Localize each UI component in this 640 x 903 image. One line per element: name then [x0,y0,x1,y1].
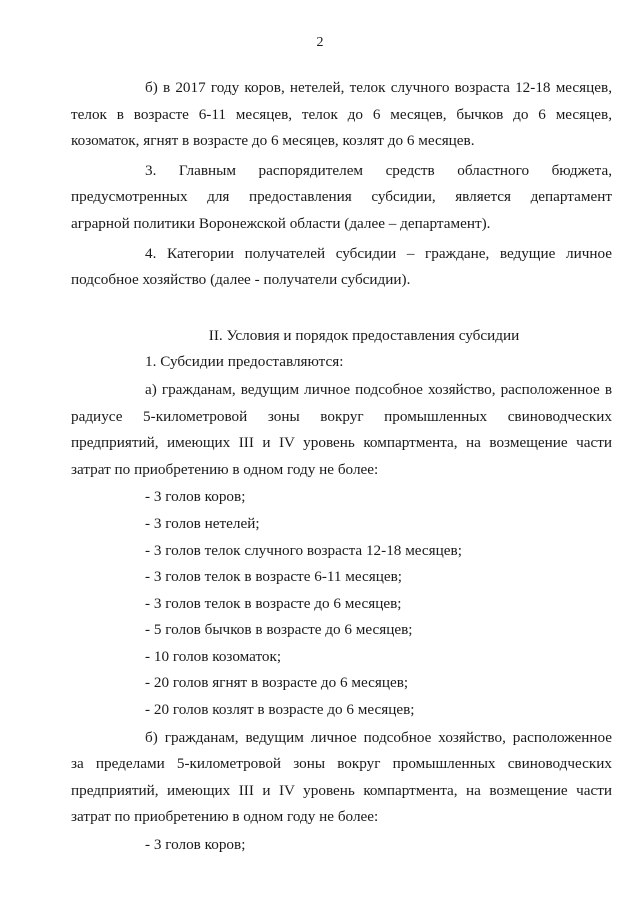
text-line: предприятий, имеющих III и IV уровень компартмента, на возмещение части [71,434,612,452]
list-item: - 20 голов козлят в возрасте до 6 месяцев; [145,701,415,719]
text-line: б) в 2017 году коров, нетелей, телок случного возраста 12-18 месяцев, [145,79,612,96]
paragraph-2017-livestock [71,75,612,155]
list-b [108,832,612,859]
section-heading: II. Условия и порядок предоставления субсидии [208,326,520,344]
subparagraph-b [71,725,612,831]
text-line: подсобное хозяйство (далее - получатели субсидии). [71,271,411,289]
list-item: - 5 голов бычков в возрасте до 6 месяцев; [145,621,413,639]
list-a [108,484,612,723]
list-item: - 20 голов ягнят в возрасте до 6 месяцев; [145,674,409,692]
text-line: б) гражданам, ведущим личное подсобное хозяйство, расположенное [145,728,612,746]
text-line: козоматок, ягнят в возрасте до 6 месяцев, козлят до 6 месяцев. [71,132,475,150]
list-item: - 3 голов коров; [145,488,246,506]
list-item: - 3 голов телок в возрасте до 6 месяцев; [145,594,402,612]
text-line: радиусе 5-километровой зоны вокруг промышленных свиноводческих [71,407,612,425]
list-item: - 3 голов коров; [145,836,246,854]
paragraph-3-main-administrator [71,158,612,238]
text-line: а) гражданам, ведущим личное подсобное хозяйство, расположенное в [145,380,612,398]
paragraph-4-recipient-categories [71,241,612,294]
document-body [71,75,612,859]
text-line: затрат по приобретению в одном году не более: [71,808,379,826]
list-item: - 10 голов козоматок; [145,647,282,665]
text-line: за пределами 5-километровой зоны вокруг промышленных свиноводческих [71,755,612,773]
text-line: аграрной политики Воронежской области (далее – департамент). [71,214,491,232]
text-line: 3. Главным распорядителем средств областного бюджета, [145,161,612,179]
subsidy-intro-line: 1. Субсидии предоставляются: [145,353,344,371]
text-line: предусмотренных для предоставления субсидии, является департамент [71,188,612,206]
text-line: телок в возрасте 6-11 месяцев, телок до 6 месяцев, бычков до 6 месяцев, [71,105,612,123]
list-item: - 3 голов телок случного возраста 12-18 месяцев; [145,541,462,559]
page-number: 2 [316,35,324,50]
text-line: предприятий, имеющих III и IV уровень компартмента, на возмещение части [71,781,612,799]
list-item: - 3 голов нетелей; [145,514,260,532]
list-item: - 3 голов телок в возрасте 6-11 месяцев; [145,568,403,586]
text-line: затрат по приобретению в одном году не более: [71,460,379,478]
subparagraph-a [71,377,612,483]
text-line: 4. Категории получателей субсидии – граждане, ведущие личное [145,244,612,262]
